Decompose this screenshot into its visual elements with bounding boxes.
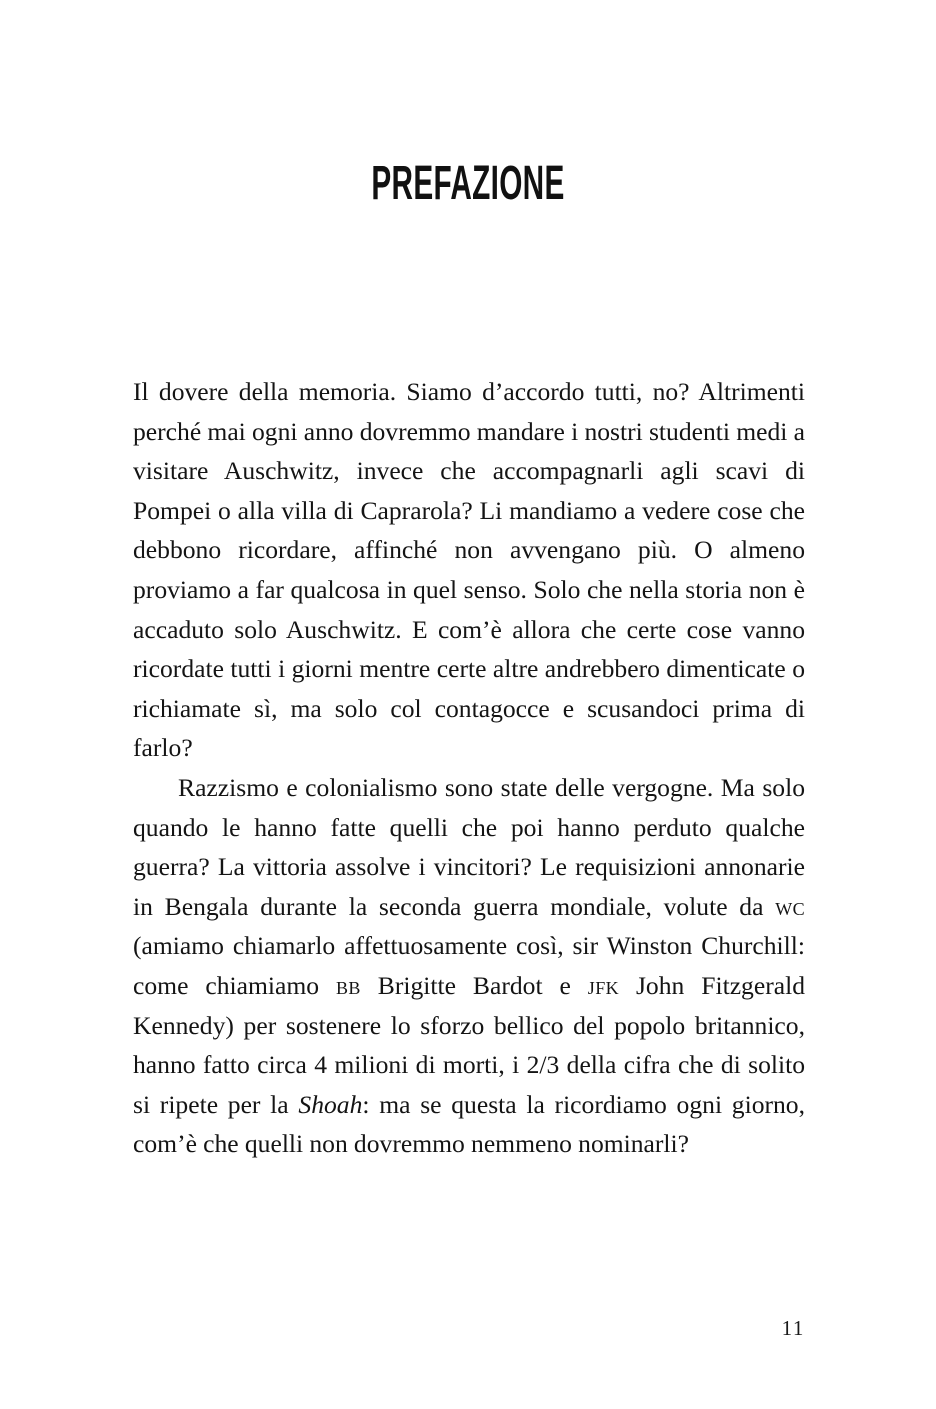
page-title: PREFAZIONE — [371, 157, 565, 211]
italic-term: Shoah — [298, 1089, 363, 1119]
paragraph: Il dovere della memoria. Siamo d’accordo tutti, no? Altrimenti perché mai ogni anno dovremmo mandare i nostri studenti medi a visitare Auschwitz, invece che accompagnarli agli scavi di Pompei o alla villa di Caprarola? Li mandiamo a vedere cose che debbono ricordare, affinché non avvengano più. O almeno proviamo a far qualcosa in quel senso. Solo che nella storia non è accaduto solo Auschwitz. E com’è allora che certe cose vanno ricordate tutti i giorni mentre certe altre andrebbero dimenticate o richiamate sì, ma solo col contagocce e scusandoci prima di farlo? — [133, 377, 805, 763]
page-number: 11 — [781, 1316, 805, 1340]
small-caps-abbreviation: wc — [775, 891, 805, 921]
small-caps-abbreviation: bb — [336, 970, 361, 1000]
body-text-column — [133, 372, 805, 1164]
small-caps-abbreviation: jfk — [587, 970, 620, 1000]
paragraph: Razzismo e colonialismo sono state delle vergogne. Ma solo quando le hanno fatte quelli che poi hanno perduto qualche guerra? La vittoria assolve i vincitori? Le requisizioni annonarie in Bengala durante la seconda guerra mondiale, volute da wc (amiamo chiamarlo affettuosamente così, sir Winston Churchill: come chiamiamo bb Brigitte Bardot e jfk John Fitzgerald Kennedy) per sostenere lo sforzo bellico del popolo britannico, hanno fatto circa 4 milioni di morti, i 2/3 della cifra che di solito si ripete per la Shoah: ma se questa la ricordiamo ogni giorno, com’è che quelli non dovremmo nemmeno nominarli? — [133, 772, 806, 1159]
